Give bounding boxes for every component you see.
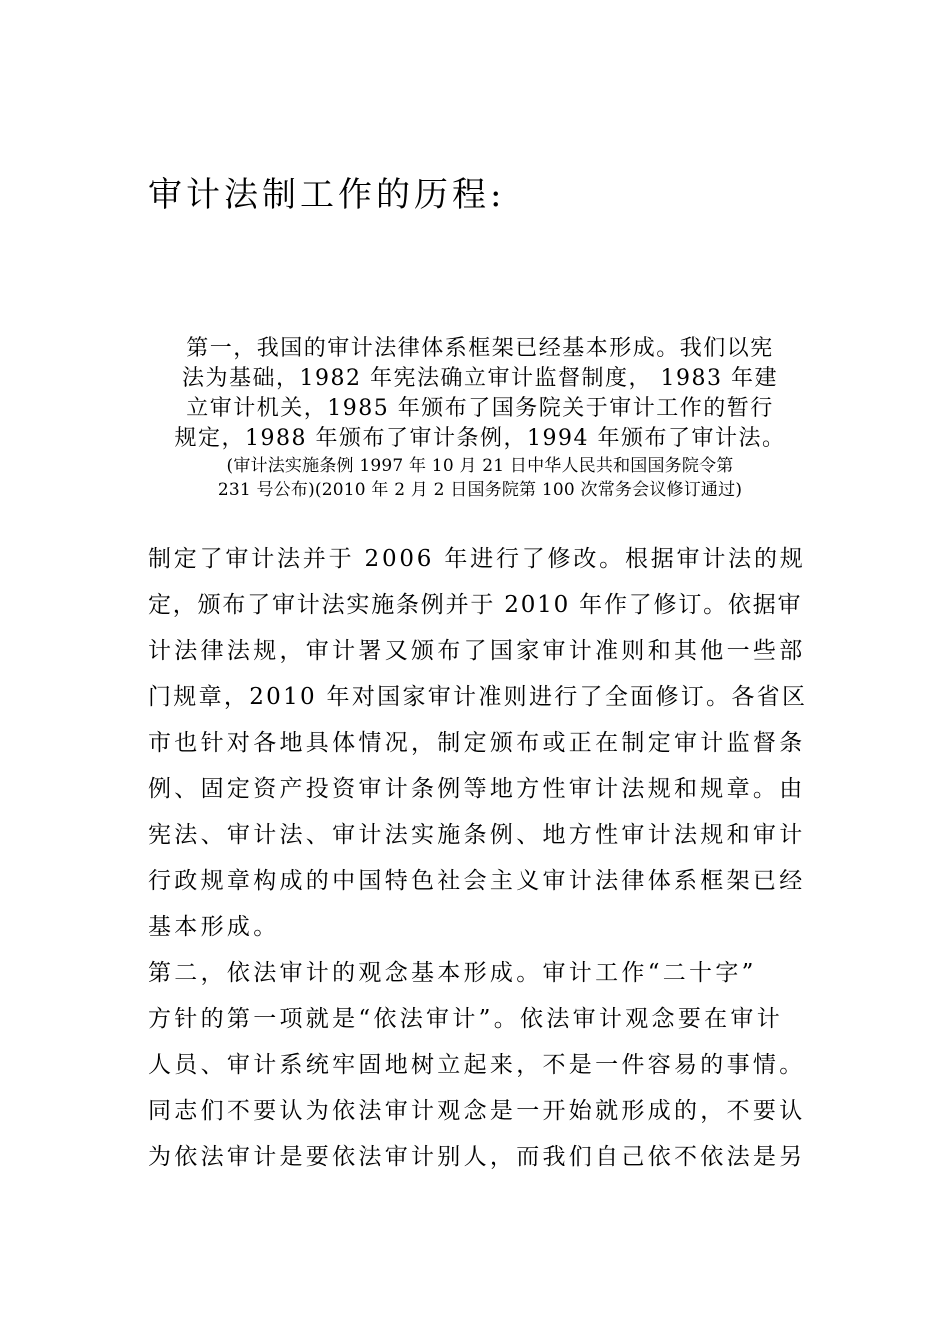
body-line: 例、固定资产投资审计条例等地方性审计法规和规章。由	[148, 776, 806, 802]
body-line: 计法律法规，审计署又颁布了国家审计准则和其他一些部	[148, 638, 806, 664]
body-text	[148, 536, 808, 1180]
summary-line: 第一，我国的审计法律体系框架已经基本形成。我们以宪	[186, 336, 774, 361]
body-line: 制定了审计法并于 2006 年进行了修改。根据审计法的规	[148, 546, 806, 572]
body-line: 基本形成。	[148, 914, 280, 940]
body-line: 门规章，2010 年对国家审计准则进行了全面修订。各省区	[148, 684, 808, 710]
body-line: 同志们不要认为依法审计观念是一开始就形成的，不要认	[148, 1098, 806, 1124]
body-line: 宪法、审计法、审计法实施条例、地方性审计法规和审计	[148, 822, 806, 848]
summary-line: 法为基础，1982 年宪法确立审计监督制度， 1983 年建	[182, 366, 778, 391]
summary-line: 规定，1988 年颁布了审计条例，1994 年颁布了审计法。	[174, 426, 786, 451]
body-line: 人员、审计系统牢固地树立起来，不是一件容易的事情。	[148, 1052, 806, 1078]
summary-paragraph	[150, 334, 810, 502]
body-line: 方针的第一项就是“依法审计”。依法审计观念要在审计	[148, 1006, 784, 1032]
body-line: 市也针对各地具体情况，制定颁布或正在制定审计监督条	[148, 730, 806, 756]
body-line: 行政规章构成的中国特色社会主义审计法律体系框架已经	[148, 868, 806, 894]
summary-line: 立审计机关，1985 年颁布了国务院关于审计工作的暂行	[186, 396, 774, 421]
summary-note: (审计法实施条例 1997 年 10 月 21 日中华人民共和国国务院令第	[226, 456, 734, 476]
summary-note: 231 号公布)(2010 年 2 月 2 日国务院第 100 次常务会议修订通过)	[217, 480, 743, 500]
body-line: 定，颁布了审计法实施条例并于 2010 年作了修订。依据审	[148, 592, 803, 618]
document-title: 审计法制工作的历程:	[148, 175, 506, 215]
body-line: 为依法审计是要依法审计别人，而我们自己依不依法是另	[148, 1144, 806, 1170]
body-line: 第二，依法审计的观念基本形成。审计工作“二十字”	[148, 960, 757, 986]
